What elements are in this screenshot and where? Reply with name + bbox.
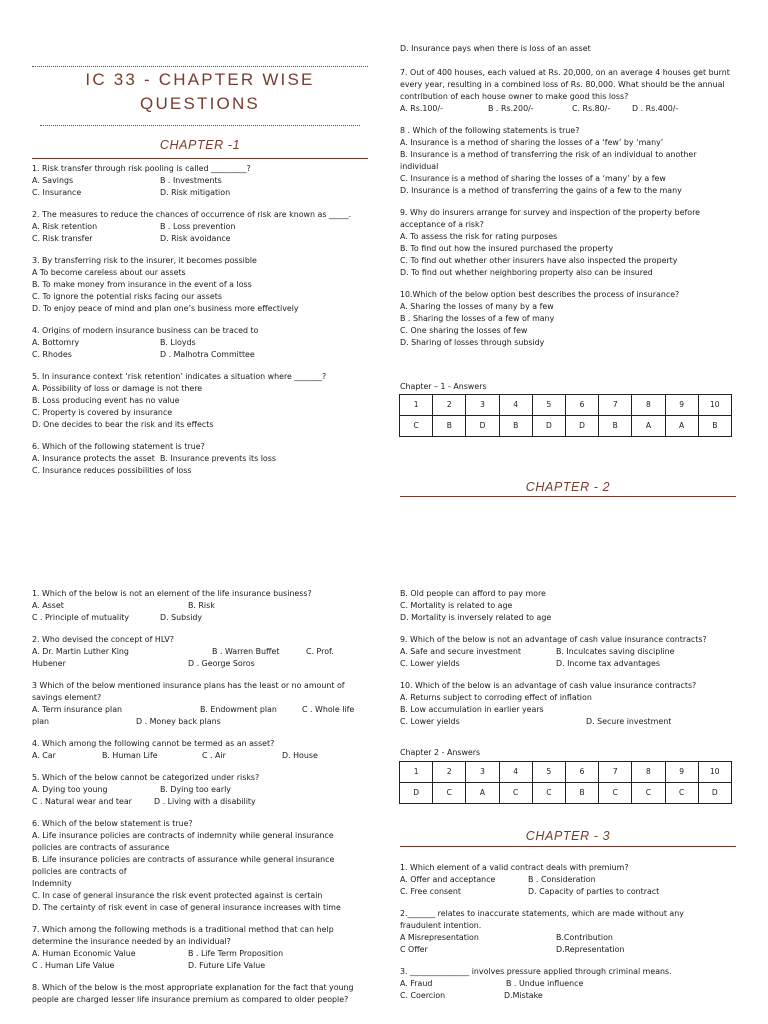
chapter-3-questions <box>400 862 740 1002</box>
answers-1-table <box>399 394 732 437</box>
question-block: 10.Which of the below option best describes the process of insurance? A. Sharing the losses of many by a few B . Sharing the losses of a few of many C. One sharing the losses of few D. Sharing of losses through subsidy <box>400 290 680 347</box>
question-block: 5. In insurance context ‘risk retention’ indicates a situation where _______? A. Possibility of loss or damage is not there B. Loss producing event has no value C. Property is covered by insurance D. One decides to bear the risk and its effects <box>32 372 327 429</box>
answer-number: 3 <box>466 395 499 416</box>
answer-number: 2 <box>433 762 466 783</box>
answer-number: 6 <box>565 395 598 416</box>
answer-number: 8 <box>632 762 665 783</box>
answer-number: 9 <box>665 395 698 416</box>
chapter-2-heading: CHAPTER - 2 <box>525 480 611 494</box>
answer-value: B <box>599 416 632 437</box>
answers-2-title: Chapter 2 - Answers <box>400 748 481 757</box>
answers-1-title: Chapter – 1 - Answers <box>400 382 487 391</box>
document-title-line2: QUESTIONS <box>140 94 260 113</box>
answer-number: 5 <box>532 762 565 783</box>
question-block: 3. By transferring risk to the insurer, it becomes possible A To become careless about our assets B. To make money from insurance in the event of a loss C. To ignore the potential risks facing our assets D. To enjoy peace of mind and plan one’s business more effectively <box>32 256 299 313</box>
answer-value: D <box>532 416 565 437</box>
question-block: 1. Risk transfer through risk pooling is called _________? A. Savings B . Investments C. Insurance D. Risk mitigation <box>32 164 251 197</box>
answer-value: B <box>433 416 466 437</box>
answer-number: 7 <box>599 395 632 416</box>
question-block: 8. Which of the below is the most appropriate explanation for the fact that young people are charged lesser life insurance premium as compared to older people? <box>32 983 354 1004</box>
chapter-3-rule <box>400 846 736 847</box>
answer-value: D <box>466 416 499 437</box>
right-top-column <box>400 43 740 349</box>
answer-number: 1 <box>400 395 433 416</box>
question-block: 3. _______________ involves pressure applied through criminal means. A. Fraud B . Undue influence C. Coercion D.Mistake <box>400 967 672 1000</box>
question-block: 10. Which of the below is an advantage of cash value insurance contracts? A. Returns subject to corroding effect of inflation B. Low accumulation in earlier years C. Lower yields D. Secure investment <box>400 681 697 726</box>
answer-number: 7 <box>599 762 632 783</box>
divider-dotted-top <box>32 66 368 67</box>
answer-value: B <box>565 783 598 804</box>
question-block: 7. Which among the following methods is a traditional method that can help determine the insurance needed by an individual? A. Human Economic Value B . Life Term Proposition C . Human Life Value D. Future Life Value <box>32 925 334 970</box>
answer-value: B <box>499 416 532 437</box>
answer-number: 4 <box>499 395 532 416</box>
answer-value: C <box>632 783 665 804</box>
document-title: IC 33 - CHAPTER WISE <box>85 70 315 89</box>
question-block: 9. Why do insurers arrange for survey and inspection of the property before acceptance of a risk? A. To assess the risk for rating purposes B. To find out how the insured purchased the property C. To find out whether other insurers have also inspected the property D. To find out whether neighboring property also can be insured <box>400 208 700 277</box>
question-block: 8 . Which of the following statements is true? A. Insurance is a method of sharing the losses of a ‘few’ by ‘many’ B. Insurance is a method of transferring the risk of an individual to another individual C. Insurance is a method of sharing the losses of a ‘many’ by a few D. Insurance is a method of transferring the gains of a few to the many <box>400 126 697 195</box>
chapter-2-rule <box>400 496 736 497</box>
question-block: 1. Which of the below is not an element of the life insurance business? A. Asset B. Risk C . Principle of mutuality D. Subsidy <box>32 589 312 622</box>
answer-value: D <box>565 416 598 437</box>
answer-number: 3 <box>466 762 499 783</box>
answer-value: B <box>698 416 731 437</box>
answers-1-value-row <box>400 416 732 437</box>
divider-dotted-title <box>40 125 360 126</box>
answer-number: 10 <box>698 395 731 416</box>
chapter-3-heading: CHAPTER - 3 <box>525 829 611 843</box>
chapter-1-rule <box>32 158 368 159</box>
question-block: 6. Which of the below statement is true? A. Life insurance policies are contracts of indemnity while general insurance policies are contracts of assurance B. Life insurance policies are contracts of assurance while general insurance policies are contracts of Indemnity C. In case of general insurance the risk event protected against is certain D. The certainty of risk event in case of general insurance increases with time <box>32 819 341 912</box>
answer-value: A <box>665 416 698 437</box>
answer-value: C <box>665 783 698 804</box>
answer-number: 10 <box>698 762 731 783</box>
answer-value: D <box>698 783 731 804</box>
question-block: 1. Which element of a valid contract deals with premium? A. Offer and acceptance B . Consideration C. Free consent D. Capacity of parties to contract <box>400 863 660 896</box>
answer-value: C <box>532 783 565 804</box>
answers-2-table <box>399 761 732 804</box>
answer-value: C <box>499 783 532 804</box>
answer-number: 4 <box>499 762 532 783</box>
question-block: 2. Who devised the concept of HLV? A. Dr. Martin Luther King B . Warren Buffet C. Prof. Hubener D . George Soros <box>32 635 334 668</box>
question-block: 6. Which of the following statement is true? A. Insurance protects the asset B. Insurance prevents its loss C. Insurance reduces possibilities of loss <box>32 442 276 475</box>
answer-value: A <box>632 416 665 437</box>
answers-2-value-row <box>400 783 732 804</box>
answer-number: 5 <box>532 395 565 416</box>
answer-number: 2 <box>433 395 466 416</box>
answer-number: 8 <box>632 395 665 416</box>
left-top-column <box>32 66 368 477</box>
question-block: 3 Which of the below mentioned insurance plans has the least or no amount of savings element? A. Term insurance plan B. Endowment plan C . Whole life plan D . Money back plans <box>32 681 355 726</box>
answer-value: A <box>466 783 499 804</box>
question-block: 9. Which of the below is not an advantage of cash value insurance contracts? A. Safe and secure investment B. Inculcates saving discipline C. Lower yields D. Income tax advantages <box>400 635 707 668</box>
right-bottom-column <box>400 588 740 728</box>
question-block: B. Old people can afford to pay more C. Mortality is related to age D. Mortality is inversely related to age <box>400 589 552 622</box>
question-block: 5. Which of the below cannot be categorized under risks? A. Dying too young B. Dying too early C . Natural wear and tear D . Living with a disability <box>32 773 260 806</box>
chapter-1-heading: CHAPTER -1 <box>159 138 241 152</box>
question-block: 4. Origins of modern insurance business can be traced to A. Bottomry B. Lloyds C. Rhodes D . Malhotra Committee <box>32 326 259 359</box>
answers-1-number-row <box>400 395 732 416</box>
answer-number: 1 <box>400 762 433 783</box>
answer-value: C <box>400 416 433 437</box>
answer-value: C <box>433 783 466 804</box>
left-bottom-column <box>32 588 372 1006</box>
answer-number: 9 <box>665 762 698 783</box>
answers-2-number-row <box>400 762 732 783</box>
answer-number: 6 <box>565 762 598 783</box>
question-block: 7. Out of 400 houses, each valued at Rs. 20,000, on an average 4 houses get burnt every year, resulting in a combined loss of Rs. 80,000. What should be the annual contribution of each house owner to make good this loss? A. Rs.100/- B . Rs.200/- C. Rs.80/- D . Rs.400/- <box>400 68 730 113</box>
answer-value: D <box>400 783 433 804</box>
answer-value: C <box>599 783 632 804</box>
answer-option: D. Insurance pays when there is loss of an asset <box>400 44 591 53</box>
question-block: 2._______ relates to inaccurate statements, which are made without any fraudulent intention. A Misrepresentation B.Contribution C Offer D.Representation <box>400 909 684 954</box>
question-block: 2. The measures to reduce the chances of occurrence of risk are known as _____. A. Risk retention B . Loss prevention C. Risk transfer D. Risk avoidance <box>32 210 352 243</box>
question-block: 4. Which among the following cannot be termed as an asset? A. Car B. Human Life C . Air D. House <box>32 739 318 760</box>
